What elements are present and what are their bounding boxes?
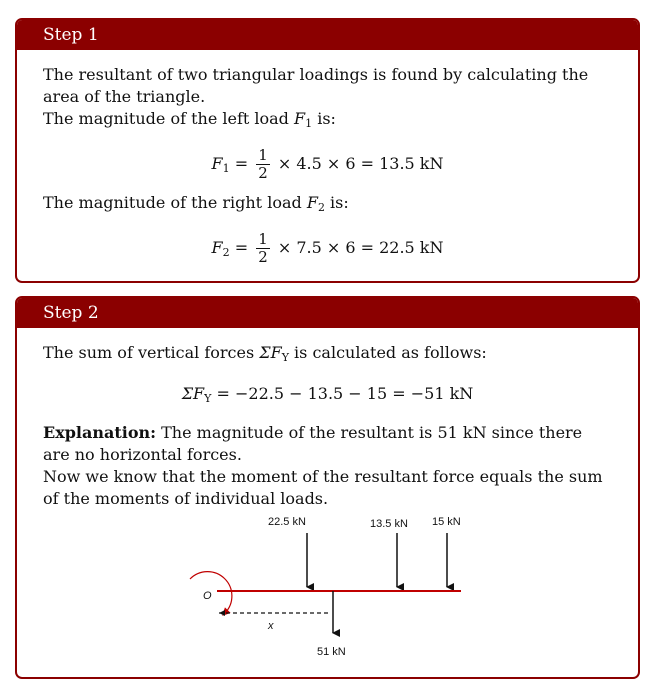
- right-load-text: The magnitude of the right load $F_2$ is:: [43, 193, 349, 214]
- fraction-half: $\frac{1}{2}$: [258, 230, 268, 266]
- step-1-intro: The resultant of two triangular loadings is found by calculating the area of the triangle.: [43, 65, 589, 106]
- step-1-card: [15, 18, 640, 283]
- load-1-label: 22.5 kN: [268, 516, 306, 528]
- origin-label: O: [203, 590, 212, 602]
- step-2-title: Step 2: [17, 298, 638, 328]
- equation-f1: $F_1$ = $\frac{1}{2}$ × 4.5 × 6 = 13.5 kN: [211, 146, 444, 182]
- explanation-text: Explanation: The magnitude of the resultant is 51 kN since there are no horizontal forces.: [43, 423, 583, 464]
- step-1-title: Step 1: [17, 20, 638, 50]
- distance-x-label: x: [268, 620, 274, 632]
- left-load-text: The magnitude of the left load $F_1$ is:: [43, 109, 336, 130]
- equation-sum: $\Sigma F_Y = -22.5 - 13.5 - 15 = -51$ kN: [181, 384, 474, 405]
- moment-text: Now we know that the moment of the resultant force equals the sum of the moments of individual loads.: [43, 467, 603, 508]
- step-1-body: [17, 50, 638, 266]
- beam-diagram: [185, 505, 475, 665]
- fraction-half: $\frac{1}{2}$: [258, 146, 268, 182]
- sum-intro-text: The sum of vertical forces $\Sigma F_Y$ is calculated as follows:: [43, 343, 487, 364]
- equation-f2: $F_2$ = $\frac{1}{2}$ × 7.5 × 6 = 22.5 kN: [211, 230, 444, 266]
- load-2-label: 13.5 kN: [370, 518, 408, 530]
- resultant-label: 51 kN: [317, 646, 346, 658]
- load-3-label: 15 kN: [432, 516, 461, 528]
- step-2-body: [17, 328, 638, 510]
- distance-x-arrowhead: [219, 610, 225, 616]
